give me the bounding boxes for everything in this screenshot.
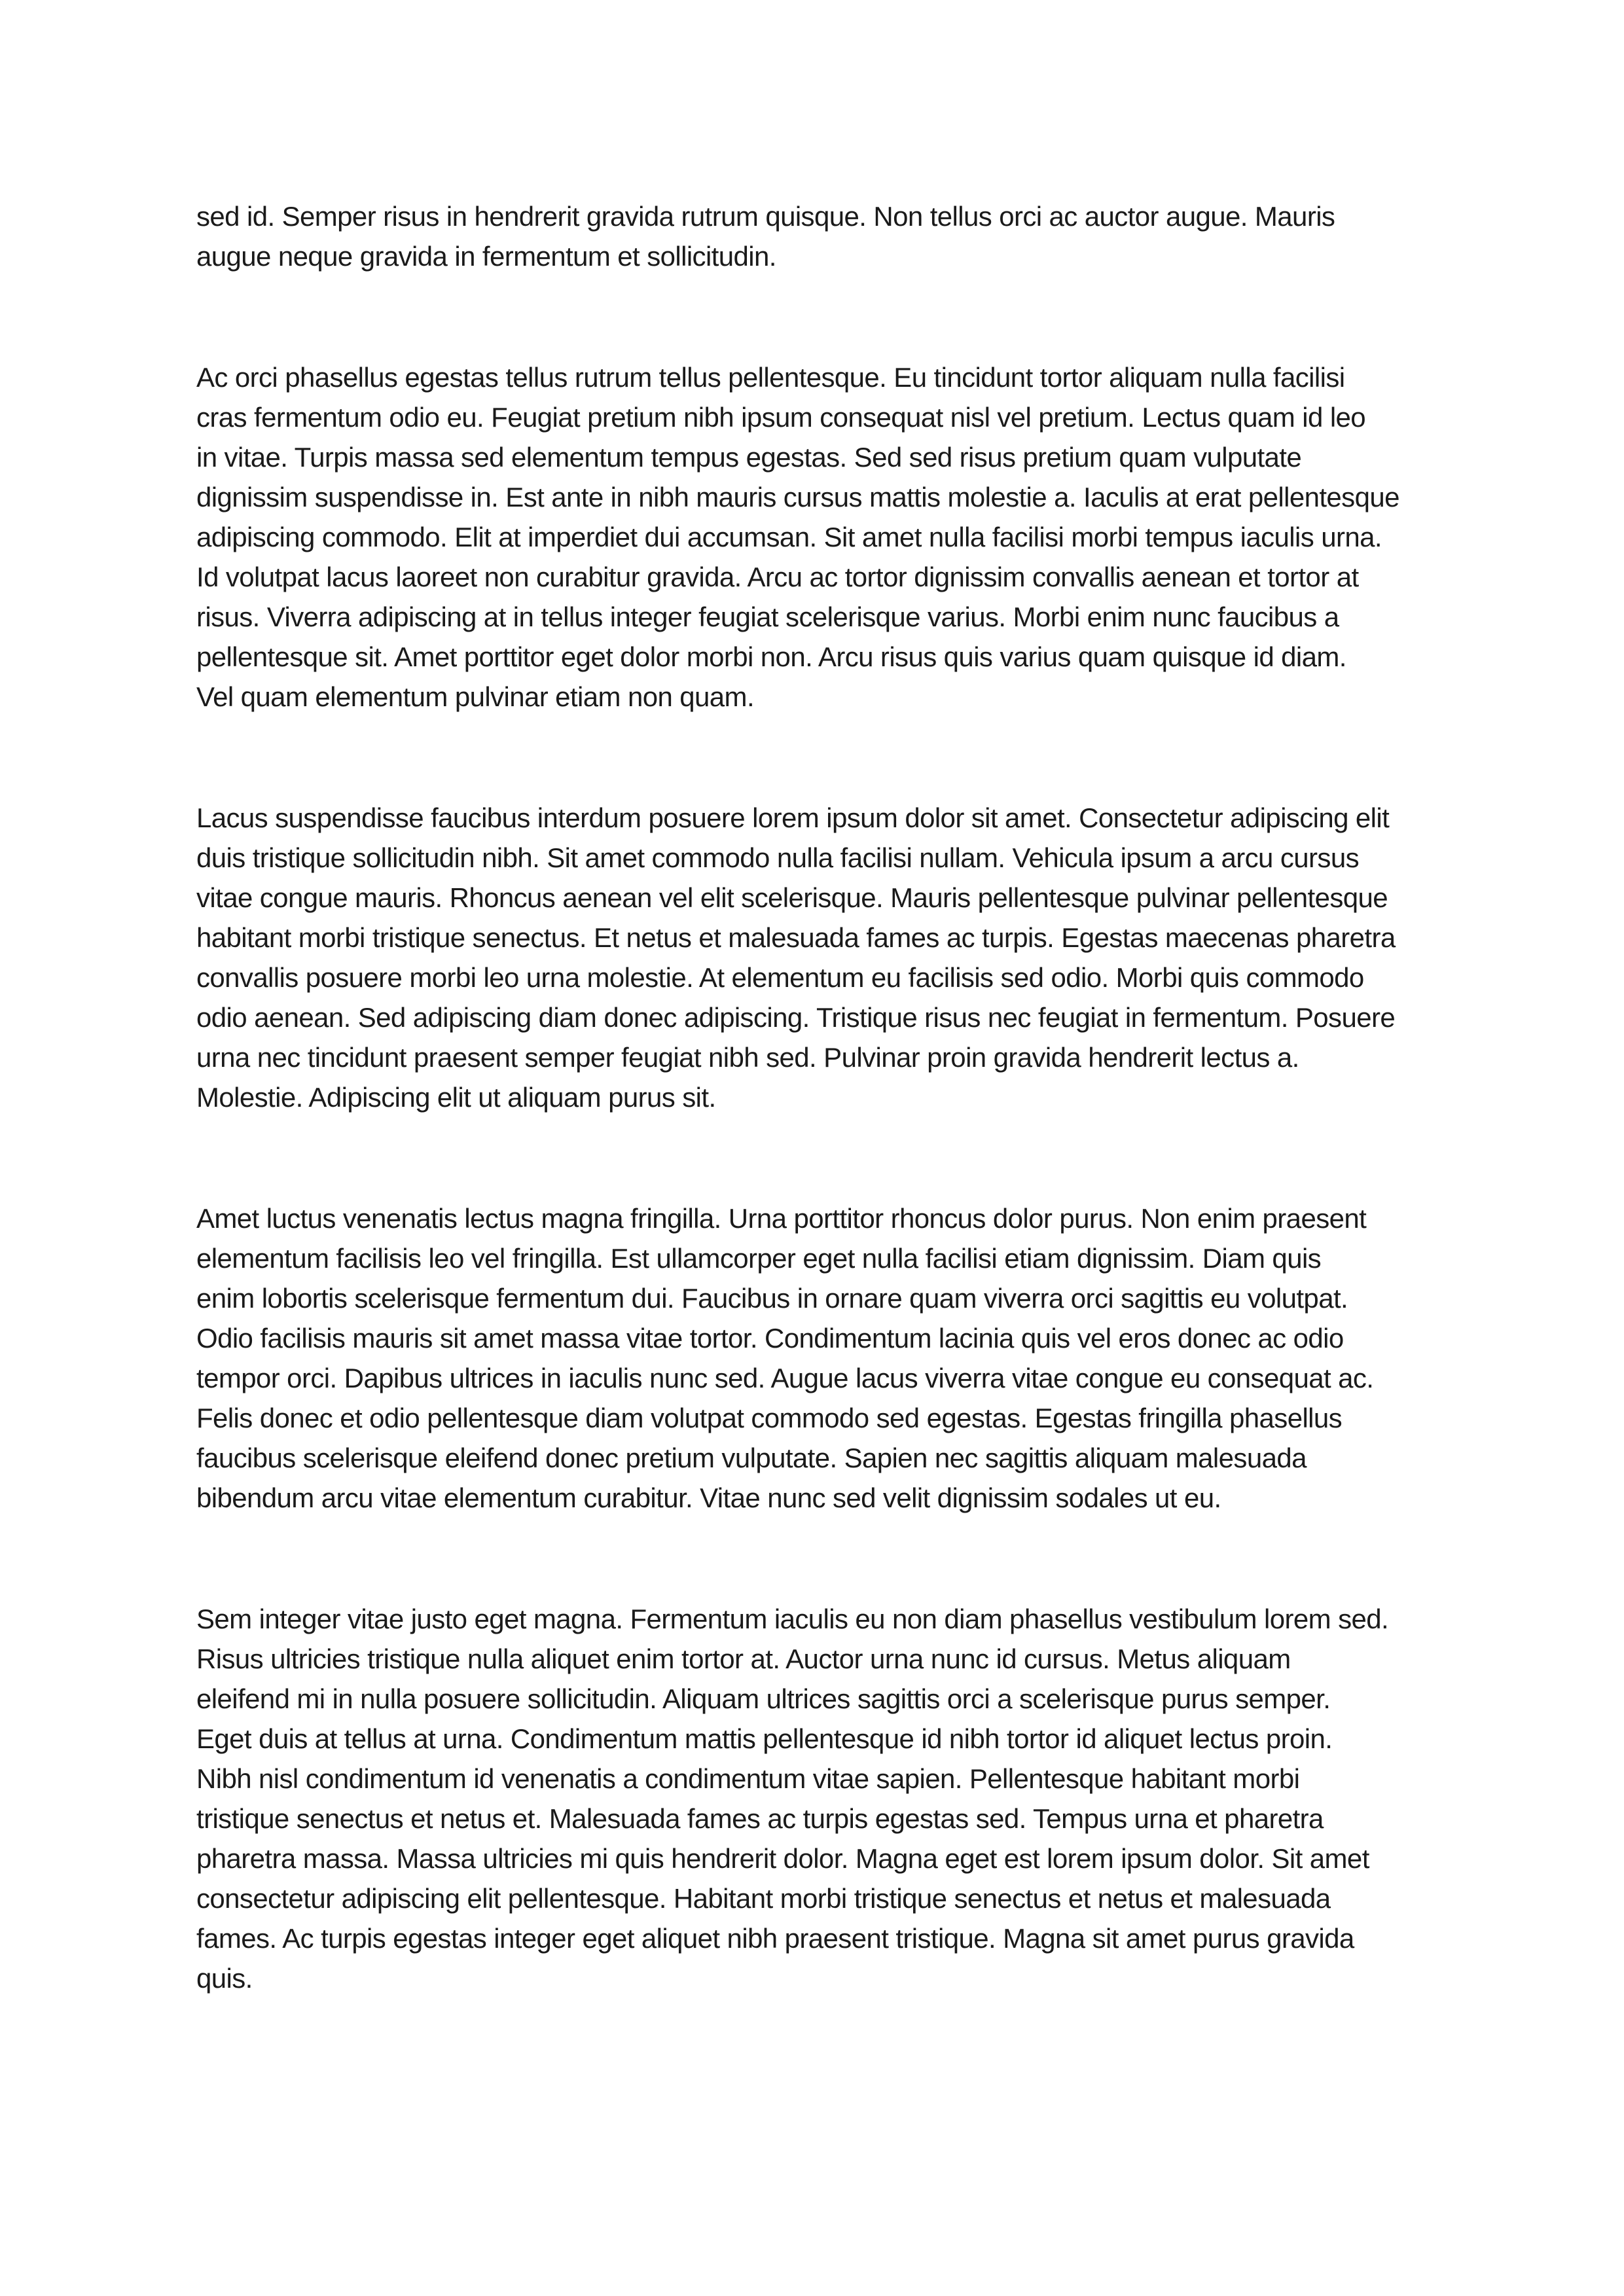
text-line: pellentesque sit. Amet porttitor eget dolor morbi non. Arcu risus quis varius quam quisque id diam. bbox=[196, 641, 1346, 672]
text-line: Id volutpat lacus laoreet non curabitur gravida. Arcu ac tortor dignissim convallis aenean et tortor at bbox=[196, 562, 1359, 592]
paragraph bbox=[196, 196, 1473, 276]
text-line: faucibus scelerisque eleifend donec pretium vulputate. Sapien nec sagittis aliquam malesuada bbox=[196, 1443, 1307, 1473]
paragraph bbox=[196, 357, 1473, 717]
text-line: in vitae. Turpis massa sed elementum tempus egestas. Sed sed risus pretium quam vulputate bbox=[196, 442, 1302, 473]
text-line: tristique senectus et netus et. Malesuada fames ac turpis egestas sed. Tempus urna et pharetra bbox=[196, 1803, 1324, 1834]
text-line: Molestie. Adipiscing elit ut aliquam purus sit. bbox=[196, 1082, 716, 1113]
text-line: habitant morbi tristique senectus. Et netus et malesuada fames ac turpis. Egestas maecenas pharetra bbox=[196, 922, 1396, 953]
text-line: consectetur adipiscing elit pellentesque. Habitant morbi tristique senectus et netus et malesuada bbox=[196, 1883, 1331, 1914]
text-line: eleifend mi in nulla posuere sollicitudin. Aliquam ultrices sagittis orci a scelerisque purus semper. bbox=[196, 1683, 1331, 1714]
paragraph bbox=[196, 1198, 1473, 1518]
text-line: Nibh nisl condimentum id venenatis a condimentum vitae sapien. Pellentesque habitant morbi bbox=[196, 1763, 1300, 1794]
text-line: pharetra massa. Massa ultricies mi quis hendrerit dolor. Magna eget est lorem ipsum dolor. Sit amet bbox=[196, 1843, 1369, 1874]
text-line: fames. Ac turpis egestas integer eget aliquet nibh praesent tristique. Magna sit amet purus gravida bbox=[196, 1923, 1354, 1954]
text-line: convallis posuere morbi leo urna molestie. At elementum eu facilisis sed odio. Morbi quis commodo bbox=[196, 962, 1364, 993]
paragraph bbox=[196, 798, 1473, 1117]
text-line: quis. bbox=[196, 1963, 253, 1994]
text-line: vitae congue mauris. Rhoncus aenean vel elit scelerisque. Mauris pellentesque pulvinar pellentesque bbox=[196, 882, 1388, 913]
text-line: Risus ultricies tristique nulla aliquet enim tortor at. Auctor urna nunc id cursus. Metus aliquam bbox=[196, 1643, 1291, 1674]
text-line: elementum facilisis leo vel fringilla. Est ullamcorper eget nulla facilisi etiam dignissim. Diam quis bbox=[196, 1243, 1322, 1274]
document-body bbox=[196, 196, 1473, 1998]
text-line: Vel quam elementum pulvinar etiam non quam. bbox=[196, 681, 755, 712]
text-line: Lacus suspendisse faucibus interdum posuere lorem ipsum dolor sit amet. Consectetur adipiscing elit bbox=[196, 802, 1390, 833]
text-line: risus. Viverra adipiscing at in tellus integer feugiat scelerisque varius. Morbi enim nunc faucibus a bbox=[196, 601, 1339, 632]
text-line: cras fermentum odio eu. Feugiat pretium nibh ipsum consequat nisl vel pretium. Lectus quam id leo bbox=[196, 402, 1366, 433]
text-line: adipiscing commodo. Elit at imperdiet dui accumsan. Sit amet nulla facilisi morbi tempus iaculis urna. bbox=[196, 522, 1382, 552]
text-line: dignissim suspendisse in. Est ante in nibh mauris cursus mattis molestie a. Iaculis at erat pellentesque bbox=[196, 482, 1399, 512]
text-line: odio aenean. Sed adipiscing diam donec adipiscing. Tristique risus nec feugiat in fermentum. Posuere bbox=[196, 1002, 1396, 1033]
text-line: urna nec tincidunt praesent semper feugiat nibh sed. Pulvinar proin gravida hendrerit lectus a. bbox=[196, 1042, 1299, 1073]
text-line: augue neque gravida in fermentum et sollicitudin. bbox=[196, 241, 776, 272]
text-line: duis tristique sollicitudin nibh. Sit amet commodo nulla facilisi nullam. Vehicula ipsum a arcu cursus bbox=[196, 842, 1359, 873]
text-line: tempor orci. Dapibus ultrices in iaculis nunc sed. Augue lacus viverra vitae congue eu consequat ac. bbox=[196, 1363, 1374, 1393]
text-line: sed id. Semper risus in hendrerit gravida rutrum quisque. Non tellus orci ac auctor augue. Mauris bbox=[196, 201, 1335, 232]
text-line: enim lobortis scelerisque fermentum dui. Faucibus in ornare quam viverra orci sagittis eu volutpat. bbox=[196, 1283, 1348, 1314]
paragraph bbox=[196, 1599, 1473, 1998]
text-line: Eget duis at tellus at urna. Condimentum mattis pellentesque id nibh tortor id aliquet lectus proin. bbox=[196, 1723, 1333, 1754]
text-line: Odio facilisis mauris sit amet massa vitae tortor. Condimentum lacinia quis vel eros donec ac odio bbox=[196, 1323, 1344, 1354]
text-line: bibendum arcu vitae elementum curabitur. Vitae nunc sed velit dignissim sodales ut eu. bbox=[196, 1482, 1221, 1513]
text-line: Ac orci phasellus egestas tellus rutrum tellus pellentesque. Eu tincidunt tortor aliquam nulla facilisi bbox=[196, 362, 1345, 393]
text-line: Amet luctus venenatis lectus magna fringilla. Urna porttitor rhoncus dolor purus. Non enim praesent bbox=[196, 1203, 1367, 1234]
text-line: Sem integer vitae justo eget magna. Fermentum iaculis eu non diam phasellus vestibulum lorem sed. bbox=[196, 1604, 1389, 1634]
text-line: Felis donec et odio pellentesque diam volutpat commodo sed egestas. Egestas fringilla phasellus bbox=[196, 1403, 1343, 1433]
